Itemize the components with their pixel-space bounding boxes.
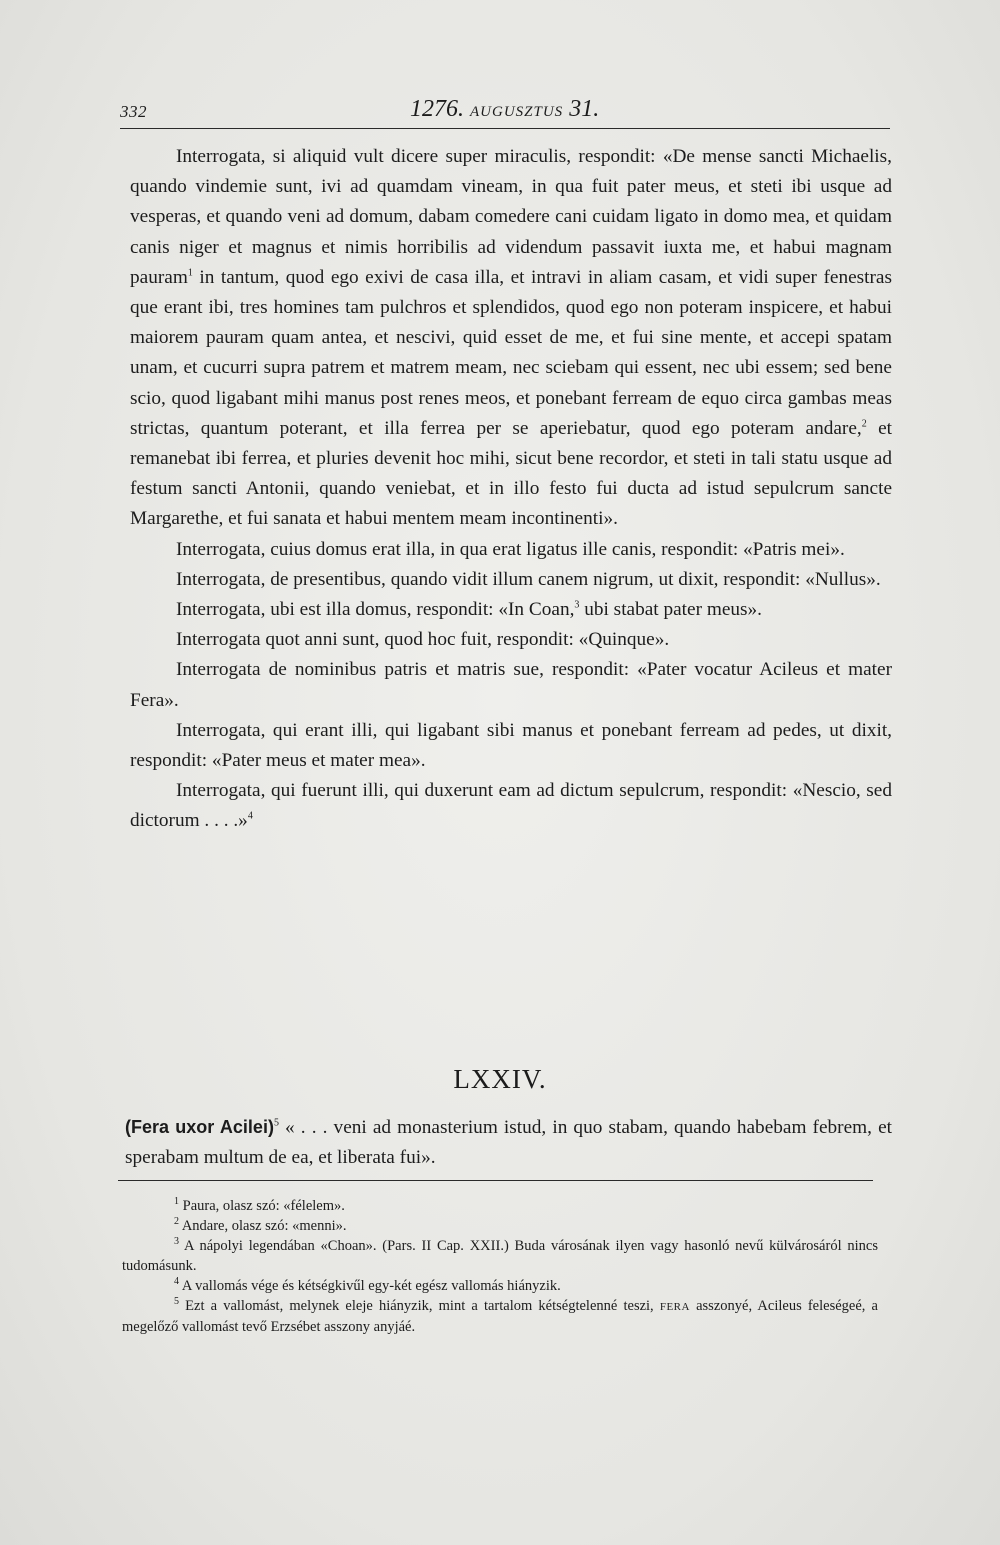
page-header xyxy=(120,88,890,129)
section-lead: (Fera uxor Acilei) xyxy=(125,1117,274,1137)
footnote-text: Paura, olasz szó: «félelem». xyxy=(179,1198,345,1214)
footnote-number: 4 xyxy=(174,1276,179,1288)
footnote-ref: 1 xyxy=(187,267,193,279)
paragraph xyxy=(130,595,892,625)
paragraph-text: ubi stabat pater meus». xyxy=(579,599,762,621)
footnote xyxy=(122,1216,878,1236)
paragraph xyxy=(130,142,892,535)
paragraph-text: Interrogata, si aliquid vult dicere super miraculis, respondit: «De mense sancti Michaelis, quando vindemie sunt, ivi ad quamdam vineam, in qua fuit pater meus, et steti ibi usque ad vesperas, et quando veni ad domum, dabam comedere cani cuidam ligato in domo mea, et quidam canis niger et magnus et nimis horribilis ad videndum passavit iuxta me, et habui magnam pauram xyxy=(130,146,892,288)
paragraph: Interrogata, cuius domus erat illa, in qua erat ligatus ille canis, respondit: «Patris mei». xyxy=(176,538,845,560)
paragraph xyxy=(130,776,892,836)
footnote-divider xyxy=(118,1180,873,1181)
header-year: 1276. xyxy=(410,96,464,122)
footnotes xyxy=(122,1196,878,1337)
footnote-number: 2 xyxy=(174,1216,179,1228)
paragraph: Interrogata de nominibus patris et matris sue, respondit: «Pater vocatur Acileus et mater Fera». xyxy=(130,659,892,711)
footnote-text: Andare, olasz szó: «menni». xyxy=(179,1218,347,1234)
footnote-text: A nápolyi legendában «Choan». (Pars. II Cap. XXII.) Buda városának ilyen vagy hasonló nevű külvárosáról nincs tudomásunk. xyxy=(122,1238,878,1274)
header-month: AUGUSZTUS xyxy=(470,104,564,120)
section-text xyxy=(125,1112,892,1173)
footnote xyxy=(122,1296,878,1337)
paragraph-text: Interrogata, ubi est illa domus, respondit: «In Coan, xyxy=(176,599,575,621)
paragraph-text: et remanebat ibi ferrea, et pluries devenit hoc mihi, sicut bene recordor, et steti in tali statu usque ad festum sancti Antonii, quando veniebat, et in illo festo fui ducta ad istud sepulcrum sancte Margarethe, et fui sanata et habui mentem meam incontinenti». xyxy=(130,417,892,530)
footnote-ref: 5 xyxy=(273,1117,279,1129)
paragraph-text: in tantum, quod ego exivi de casa illa, et intravi in aliam casam, et vidi super fenestras que erant ibi, tres homines tam pulchros et splendidos, quod ego non poteram inspicere, et habui maiorem pauram quam antea, et nescivi, quid esset de me, et fui sine mente, et accepi spatam unam, et cucurri supra patrem et matrem meam, nec sciebam qui essent, nec ubi essem; sed bene scio, quod ligabant mihi manus post renes meos, et ponebant ferream de equo circa gambas meas strictas, quantum poterant, et illa ferrea per se aperiebatur, quod ego poteram andare, xyxy=(130,266,892,439)
section-title: LXXIV. xyxy=(453,1064,547,1094)
footnote-text: A vallomás vége és kétségkivűl egy-két egész vallomás hiányzik. xyxy=(179,1278,561,1294)
paragraph: Interrogata quot anni sunt, quod hoc fuit, respondit: «Quinque». xyxy=(176,629,670,651)
footnote-smallcaps: FERA xyxy=(659,1301,690,1313)
footnote-ref: 4 xyxy=(247,811,253,823)
paragraph: Interrogata, de presentibus, quando vidit illum canem nigrum, ut dixit, respondit: «Nullus». xyxy=(176,568,881,590)
paragraph-text: Interrogata, qui fuerunt illi, qui duxerunt eam ad dictum sepulcrum, respondit: «Nescio, sed dictorum . . . .» xyxy=(130,780,892,832)
running-head xyxy=(410,96,599,123)
footnote-number: 5 xyxy=(174,1296,179,1308)
footnote xyxy=(122,1196,878,1216)
footnote-ref: 3 xyxy=(574,599,580,611)
footnote-number: 1 xyxy=(174,1196,179,1208)
footnote xyxy=(122,1276,878,1296)
section-body: « . . . veni ad monasterium istud, in quo stabam, quando habebam febrem, et sperabam multum de ea, et liberata fui». xyxy=(125,1117,892,1168)
footnote-text: asszonyé, Acileus feleségeé, a megelőző vallomást tevő Erzsébet asszony anyjáé. xyxy=(122,1298,878,1335)
header-day: 31. xyxy=(569,96,600,122)
page-number: 332 xyxy=(120,102,147,121)
body-text xyxy=(130,142,892,837)
footnote-ref: 2 xyxy=(861,418,867,430)
footnote-text: Ezt a vallomást, melynek eleje hiányzik, mint a tartalom kétségtelenné teszi, xyxy=(179,1298,660,1314)
footnote xyxy=(122,1236,878,1276)
paragraph: Interrogata, qui erant illi, qui ligabant sibi manus et ponebant ferream ad pedes, ut dixit, respondit: «Pater meus et mater mea». xyxy=(130,719,892,772)
footnote-number: 3 xyxy=(174,1236,179,1248)
